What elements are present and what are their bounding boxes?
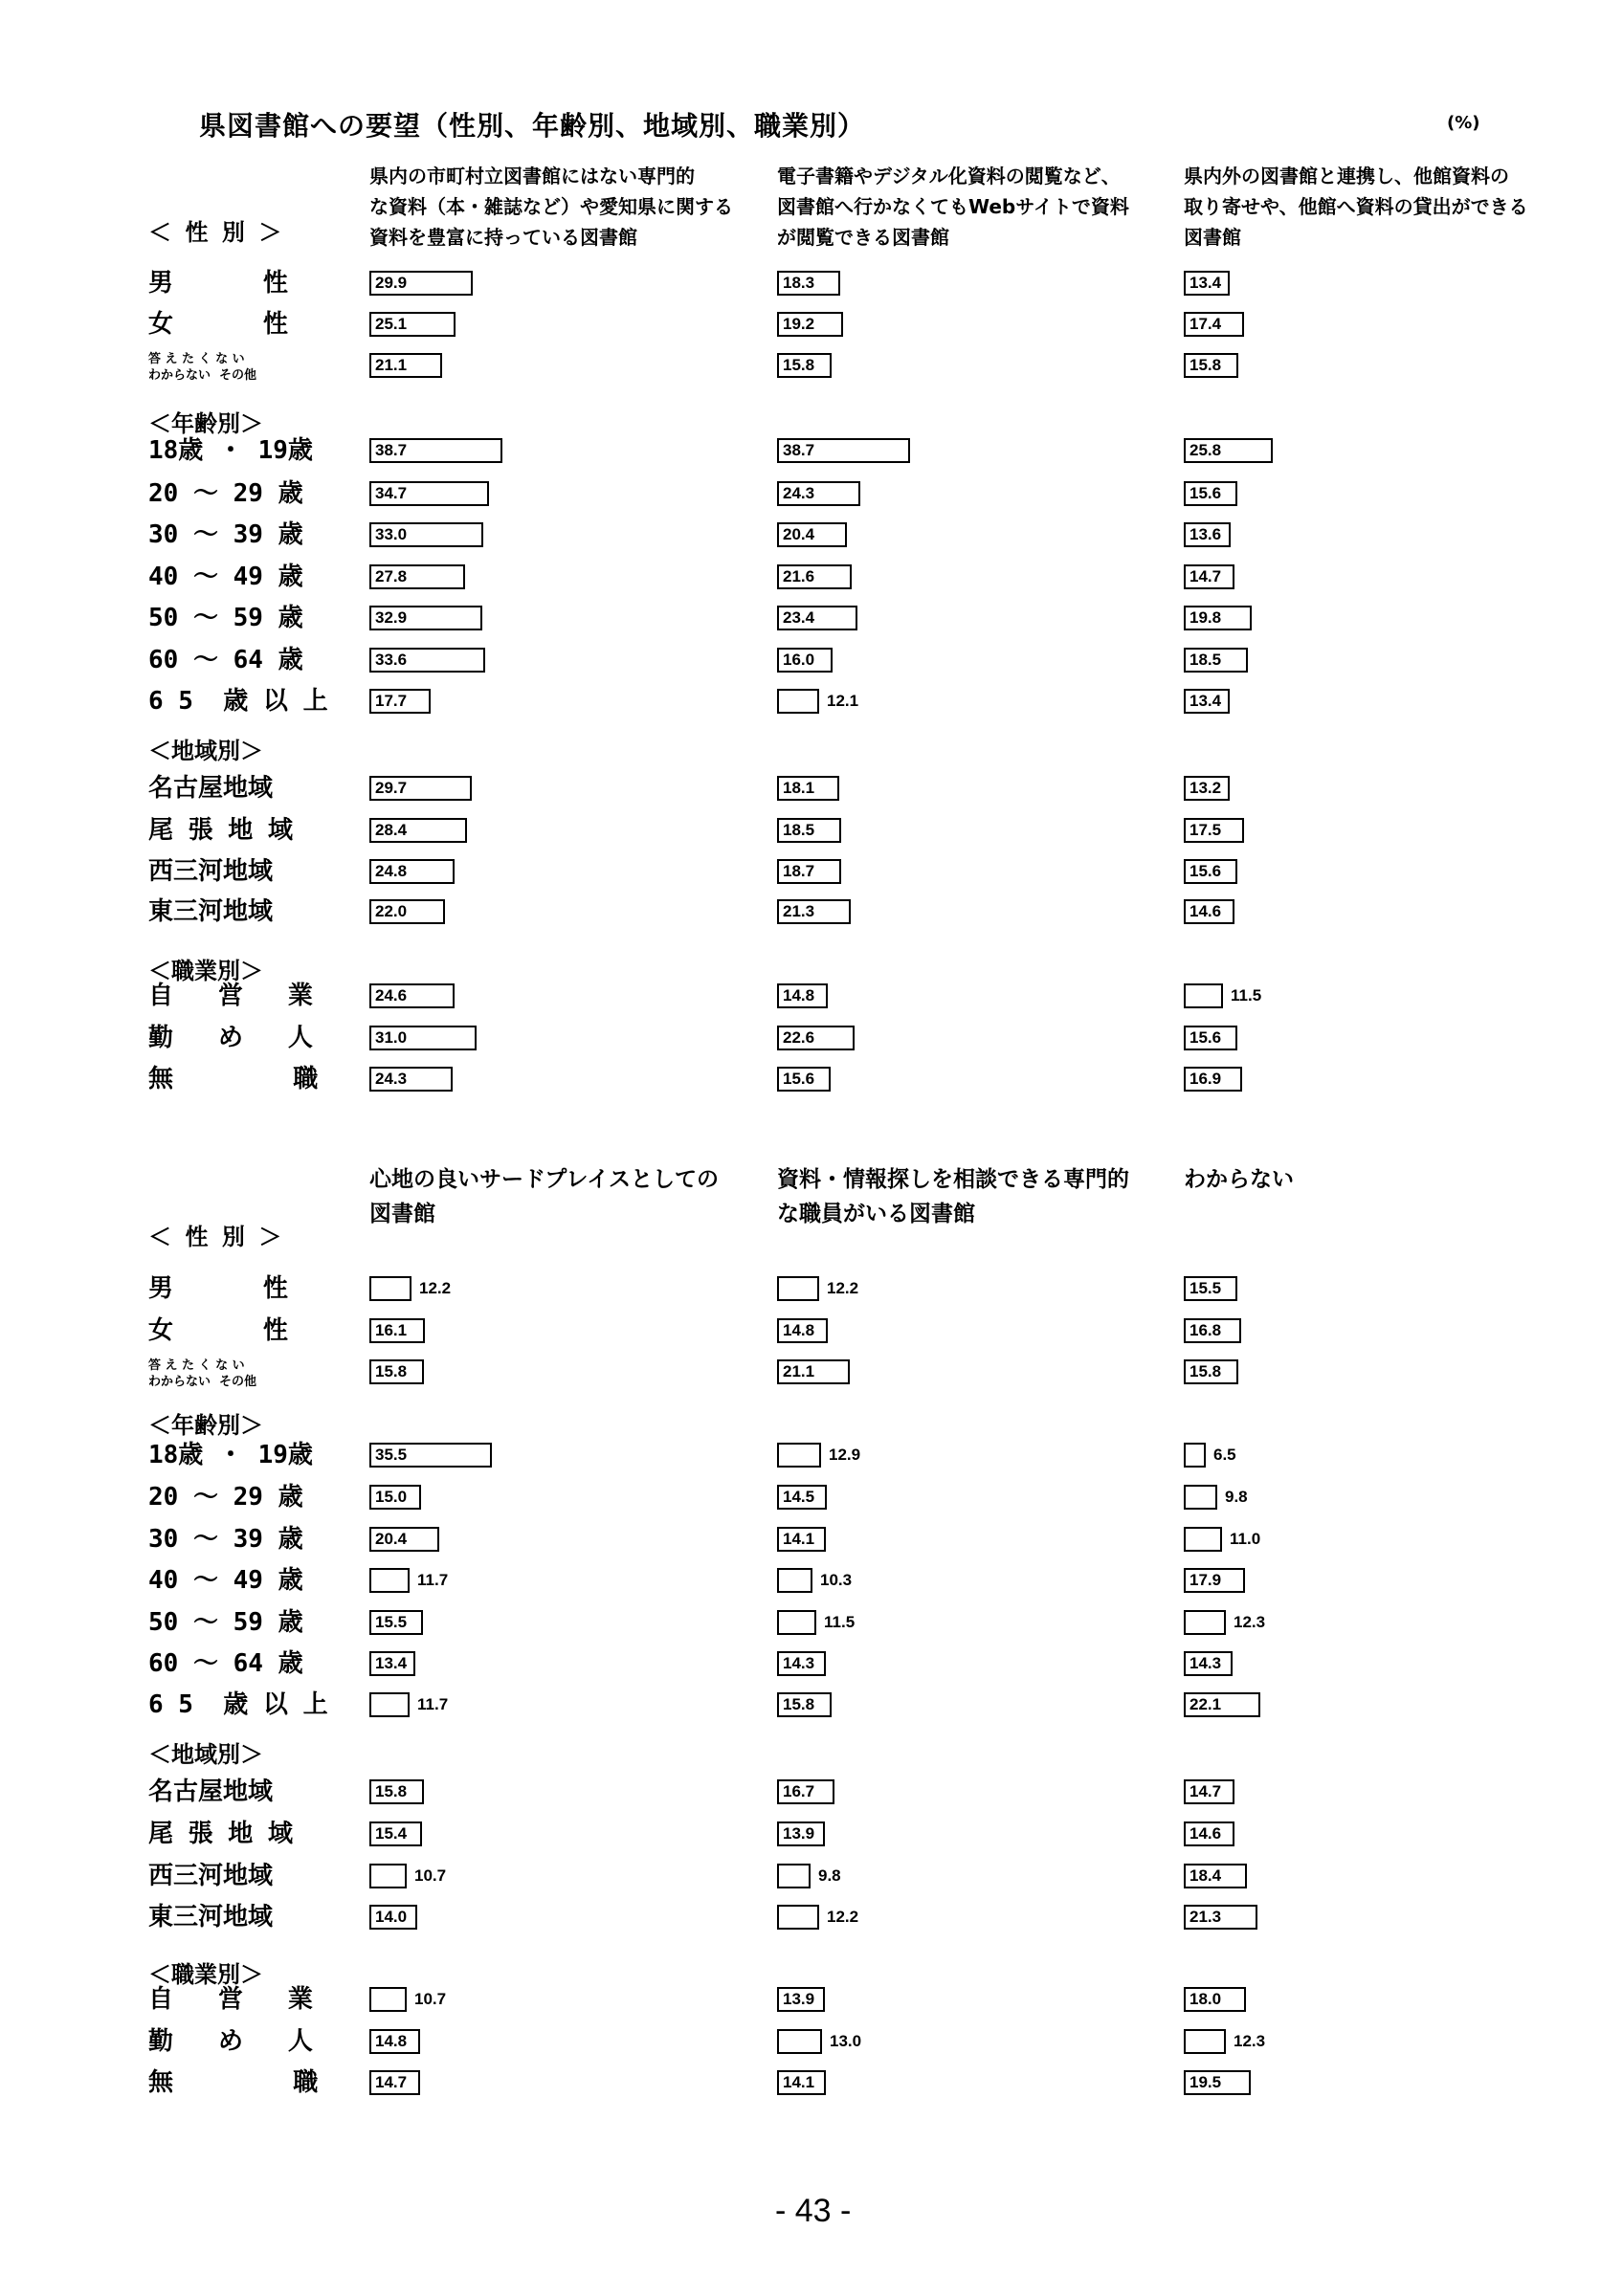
data-label: 13.9 — [783, 1990, 815, 2008]
data-label: 18.3 — [783, 274, 815, 292]
data-label: 22.6 — [783, 1028, 815, 1047]
data-label: 18.7 — [783, 862, 815, 880]
row-label: 無 職 — [148, 2068, 319, 2097]
data-label: 15.6 — [1189, 1028, 1222, 1047]
row-label: 名古屋地域 — [148, 774, 274, 803]
unit-label: (%) — [1447, 113, 1480, 133]
data-label: 27.8 — [375, 567, 408, 585]
data-label: 13.4 — [1189, 692, 1222, 710]
row-label: 20 ～ 29 歳 — [148, 1483, 303, 1512]
data-label: 16.0 — [783, 651, 815, 669]
row-label: 自 営 業 — [148, 1985, 313, 2014]
column-heading: 県内の市町村立図書館にはない専門的 な資料（本・雑誌など）や愛知県に関する 資料を豊富に持っている図書館 — [369, 165, 733, 249]
data-label: 16.9 — [1189, 1070, 1222, 1088]
data-label: 14.7 — [375, 2073, 408, 2091]
bar — [777, 1568, 812, 1593]
data-label: 21.1 — [375, 356, 408, 374]
data-label: 20.4 — [375, 1530, 408, 1548]
row-label: 60 ～ 64 歳 — [148, 646, 303, 674]
data-label: 10.3 — [820, 1571, 853, 1589]
row-label: 60 ～ 64 歳 — [148, 1649, 303, 1678]
group-heading: ＜地域別＞ — [148, 1741, 263, 1768]
data-label: 15.0 — [375, 1488, 408, 1506]
data-label: 19.2 — [783, 315, 815, 333]
data-label: 38.7 — [783, 441, 815, 459]
data-label: 16.1 — [375, 1321, 408, 1339]
row-label: 勤 め 人 — [148, 1024, 313, 1052]
data-label: 11.5 — [824, 1613, 856, 1631]
data-label: 11.7 — [417, 1571, 449, 1589]
row-label: 自 営 業 — [148, 982, 313, 1010]
data-label: 14.5 — [783, 1488, 815, 1506]
data-label: 14.6 — [1189, 902, 1222, 920]
row-label: 西三河地域 — [148, 1862, 274, 1890]
column-heading: わからない — [1184, 1167, 1294, 1192]
data-label: 13.4 — [1189, 274, 1222, 292]
data-label: 12.2 — [419, 1279, 452, 1297]
row-label: 答 え た く な い わからない その他 — [148, 1358, 257, 1389]
data-label: 29.7 — [375, 779, 408, 797]
data-label: 14.6 — [1189, 1824, 1222, 1843]
data-label: 16.8 — [1189, 1321, 1222, 1339]
data-label: 25.1 — [375, 315, 408, 333]
data-label: 19.5 — [1189, 2073, 1222, 2091]
row-label: 6 5 歳 以 上 — [148, 1690, 328, 1719]
data-label: 23.4 — [783, 608, 815, 627]
data-label: 6.5 — [1213, 1446, 1236, 1464]
bar — [1184, 983, 1223, 1008]
column-heading: 資料・情報探しを相談できる専門的 な職員がいる図書館 — [777, 1167, 1129, 1226]
data-label: 15.8 — [783, 356, 815, 374]
row-label: 答 え た く な い わからない その他 — [148, 352, 257, 383]
data-label: 11.0 — [1230, 1530, 1261, 1548]
data-label: 32.9 — [375, 608, 408, 627]
data-label: 18.0 — [1189, 1990, 1222, 2008]
bar — [1184, 1610, 1226, 1635]
data-label: 29.9 — [375, 274, 408, 292]
column-heading: 県内外の図書館と連携し、他館資料の 取り寄せや、他館へ資料の貸出ができる 図書館 — [1184, 165, 1528, 249]
data-label: 14.3 — [1189, 1654, 1222, 1672]
bar — [1184, 1527, 1222, 1552]
row-label: 東三河地域 — [148, 1903, 274, 1932]
column-heading: 電子書籍やデジタル化資料の閲覧など、 図書館へ行かなくてもWebサイトで資料 が閲覧できる図書館 — [777, 165, 1129, 249]
data-label: 12.1 — [827, 692, 859, 710]
row-label: 18歳 ・ 19歳 — [148, 436, 313, 465]
data-label: 10.7 — [414, 1866, 447, 1885]
row-label: 尾 張 地 域 — [148, 816, 293, 845]
group-heading: ＜職業別＞ — [148, 1961, 263, 1988]
data-label: 12.3 — [1234, 2032, 1266, 2050]
bar — [777, 2029, 822, 2054]
bar — [1184, 1443, 1206, 1468]
data-label: 15.8 — [375, 1362, 408, 1380]
data-label: 20.4 — [783, 525, 815, 543]
data-label: 17.7 — [375, 692, 408, 710]
bar — [777, 689, 819, 714]
data-label: 18.1 — [783, 779, 815, 797]
data-label: 15.4 — [375, 1824, 408, 1843]
row-label: 尾 張 地 域 — [148, 1820, 293, 1848]
data-label: 21.6 — [783, 567, 815, 585]
group-heading: ＜ 性 別 ＞ — [148, 219, 282, 246]
data-label: 9.8 — [818, 1866, 841, 1885]
group-heading: ＜ 性 別 ＞ — [148, 1224, 282, 1250]
data-label: 14.8 — [375, 2032, 408, 2050]
data-label: 24.8 — [375, 862, 408, 880]
data-label: 14.8 — [783, 986, 815, 1004]
data-label: 16.7 — [783, 1782, 815, 1800]
data-label: 14.8 — [783, 1321, 815, 1339]
data-label: 12.9 — [829, 1446, 861, 1464]
data-label: 10.7 — [414, 1990, 447, 2008]
row-label: 20 ～ 29 歳 — [148, 479, 303, 508]
data-label: 18.5 — [1189, 651, 1222, 669]
data-label: 14.7 — [1189, 567, 1222, 585]
data-label: 15.5 — [375, 1613, 408, 1631]
page-title: 県図書館への要望（性別、年齢別、地域別、職業別） — [199, 110, 866, 142]
data-label: 15.5 — [1189, 1279, 1222, 1297]
bar — [777, 1276, 819, 1301]
bar — [1184, 1485, 1217, 1510]
row-label: 男 性 — [148, 269, 288, 298]
data-label: 17.4 — [1189, 315, 1222, 333]
data-label: 25.8 — [1189, 441, 1222, 459]
data-label: 15.6 — [783, 1070, 815, 1088]
data-label: 13.9 — [783, 1824, 815, 1843]
data-label: 13.2 — [1189, 779, 1222, 797]
data-label: 18.5 — [783, 821, 815, 839]
data-label: 19.8 — [1189, 608, 1222, 627]
data-label: 14.3 — [783, 1654, 815, 1672]
row-label: 西三河地域 — [148, 857, 274, 886]
row-label: 6 5 歳 以 上 — [148, 687, 328, 716]
data-label: 15.8 — [1189, 356, 1222, 374]
data-label: 13.6 — [1189, 525, 1222, 543]
row-label: 東三河地域 — [148, 897, 274, 926]
row-label: 40 ～ 49 歳 — [148, 1566, 303, 1595]
bar — [777, 1443, 821, 1468]
data-label: 14.1 — [783, 2073, 815, 2091]
data-label: 22.1 — [1189, 1695, 1222, 1713]
column-heading: 心地の良いサードプレイスとしての 図書館 — [369, 1167, 720, 1226]
data-label: 22.0 — [375, 902, 408, 920]
group-heading: ＜年齢別＞ — [148, 410, 263, 437]
data-label: 14.7 — [1189, 1782, 1222, 1800]
data-label: 13.0 — [830, 2032, 862, 2050]
bar — [777, 1905, 819, 1930]
data-label: 35.5 — [375, 1446, 408, 1464]
data-label: 15.8 — [375, 1782, 408, 1800]
data-label: 21.3 — [1189, 1908, 1222, 1926]
group-heading: ＜年齢別＞ — [148, 1412, 263, 1439]
data-label: 18.4 — [1189, 1866, 1222, 1885]
data-label: 38.7 — [375, 441, 408, 459]
data-label: 21.1 — [783, 1362, 815, 1380]
data-label: 33.6 — [375, 651, 408, 669]
row-label: 男 性 — [148, 1274, 288, 1303]
bar — [369, 1987, 407, 2012]
data-label: 21.3 — [783, 902, 815, 920]
group-heading: ＜職業別＞ — [148, 958, 263, 984]
row-label: 40 ～ 49 歳 — [148, 563, 303, 591]
data-label: 31.0 — [375, 1028, 408, 1047]
row-label: 18歳 ・ 19歳 — [148, 1441, 313, 1469]
data-label: 15.6 — [1189, 862, 1222, 880]
bar — [369, 1692, 410, 1717]
data-label: 12.2 — [827, 1279, 859, 1297]
group-heading: ＜地域別＞ — [148, 738, 263, 764]
page-number: - 43 - — [775, 2193, 852, 2229]
data-label: 15.8 — [1189, 1362, 1222, 1380]
data-label: 33.0 — [375, 525, 408, 543]
data-label: 28.4 — [375, 821, 408, 839]
row-label: 女 性 — [148, 310, 288, 339]
bar — [369, 1864, 407, 1888]
data-label: 11.5 — [1231, 986, 1262, 1004]
data-label: 11.7 — [417, 1695, 449, 1713]
bar — [777, 1864, 811, 1888]
bar — [777, 1610, 816, 1635]
row-label: 名古屋地域 — [148, 1777, 274, 1806]
row-label: 勤 め 人 — [148, 2027, 313, 2056]
data-label: 15.6 — [1189, 484, 1222, 502]
row-label: 30 ～ 39 歳 — [148, 1525, 303, 1554]
data-label: 14.1 — [783, 1530, 815, 1548]
data-label: 12.3 — [1234, 1613, 1266, 1631]
bar — [369, 1568, 410, 1593]
row-label: 50 ～ 59 歳 — [148, 604, 303, 632]
row-label: 50 ～ 59 歳 — [148, 1608, 303, 1637]
data-label: 9.8 — [1225, 1488, 1248, 1506]
row-label: 女 性 — [148, 1316, 288, 1345]
bar — [1184, 2029, 1226, 2054]
data-label: 24.3 — [783, 484, 815, 502]
row-label: 無 職 — [148, 1065, 319, 1093]
data-label: 13.4 — [375, 1654, 408, 1672]
data-label: 14.0 — [375, 1908, 408, 1926]
data-label: 17.5 — [1189, 821, 1222, 839]
data-label: 34.7 — [375, 484, 408, 502]
data-label: 24.6 — [375, 986, 408, 1004]
data-label: 15.8 — [783, 1695, 815, 1713]
data-label: 24.3 — [375, 1070, 408, 1088]
data-label: 12.2 — [827, 1908, 859, 1926]
row-label: 30 ～ 39 歳 — [148, 520, 303, 549]
data-label: 17.9 — [1189, 1571, 1222, 1589]
bar — [369, 1276, 411, 1301]
